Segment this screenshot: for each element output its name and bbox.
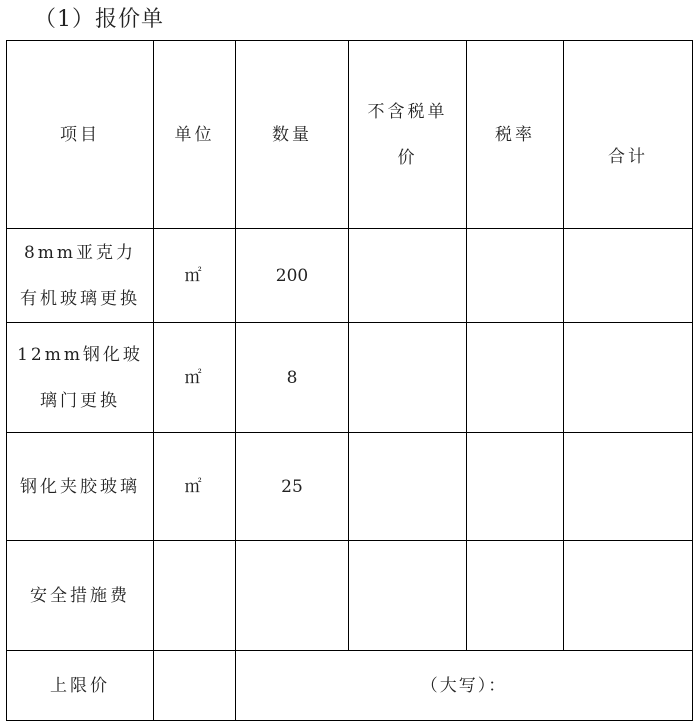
row-total-cell bbox=[564, 323, 693, 433]
row-quantity: 8 bbox=[236, 323, 349, 433]
row-tax-rate-cell bbox=[467, 323, 564, 433]
row-quantity: 200 bbox=[236, 229, 349, 323]
limit-price-label: 上限价 bbox=[7, 651, 154, 721]
table-row bbox=[7, 229, 693, 323]
row-quantity bbox=[236, 541, 349, 651]
limit-price-empty-cell bbox=[154, 651, 236, 721]
row-tax-rate-cell bbox=[467, 229, 564, 323]
header-row bbox=[7, 41, 693, 229]
row-total-cell bbox=[564, 541, 693, 651]
row-unit: ㎡ bbox=[154, 229, 236, 323]
row-total-cell bbox=[564, 433, 693, 541]
row-unit-price-cell bbox=[349, 541, 467, 651]
table-row bbox=[7, 433, 693, 541]
row-unit: ㎡ bbox=[154, 323, 236, 433]
row-unit-price-cell bbox=[349, 433, 467, 541]
row-item: 12mm钢化玻璃门更换 bbox=[7, 323, 154, 433]
limit-price-capital-cell: （大写）： bbox=[236, 651, 693, 721]
row-unit: ㎡ bbox=[154, 433, 236, 541]
table-row bbox=[7, 323, 693, 433]
document-title: （1）报价单 bbox=[34, 7, 164, 32]
quotation-table bbox=[6, 40, 693, 721]
row-unit-price-cell bbox=[349, 323, 467, 433]
row-tax-rate-cell bbox=[467, 433, 564, 541]
row-unit-price-cell bbox=[349, 229, 467, 323]
header-quantity: 数量 bbox=[236, 41, 349, 229]
row-unit bbox=[154, 541, 236, 651]
row-quantity: 25 bbox=[236, 433, 349, 541]
header-total: 合计 bbox=[564, 41, 693, 229]
footer-row bbox=[7, 651, 693, 721]
header-tax-rate: 税率 bbox=[467, 41, 564, 229]
header-item: 项目 bbox=[7, 41, 154, 229]
table-row bbox=[7, 541, 693, 651]
row-tax-rate-cell bbox=[467, 541, 564, 651]
header-unit-price-excl-tax: 不含税单价 bbox=[349, 41, 467, 229]
row-item: 钢化夹胶玻璃 bbox=[7, 433, 154, 541]
row-item: 安全措施费 bbox=[7, 541, 154, 651]
row-item: 8mm亚克力有机玻璃更换 bbox=[7, 229, 154, 323]
row-total-cell bbox=[564, 229, 693, 323]
header-unit: 单位 bbox=[154, 41, 236, 229]
